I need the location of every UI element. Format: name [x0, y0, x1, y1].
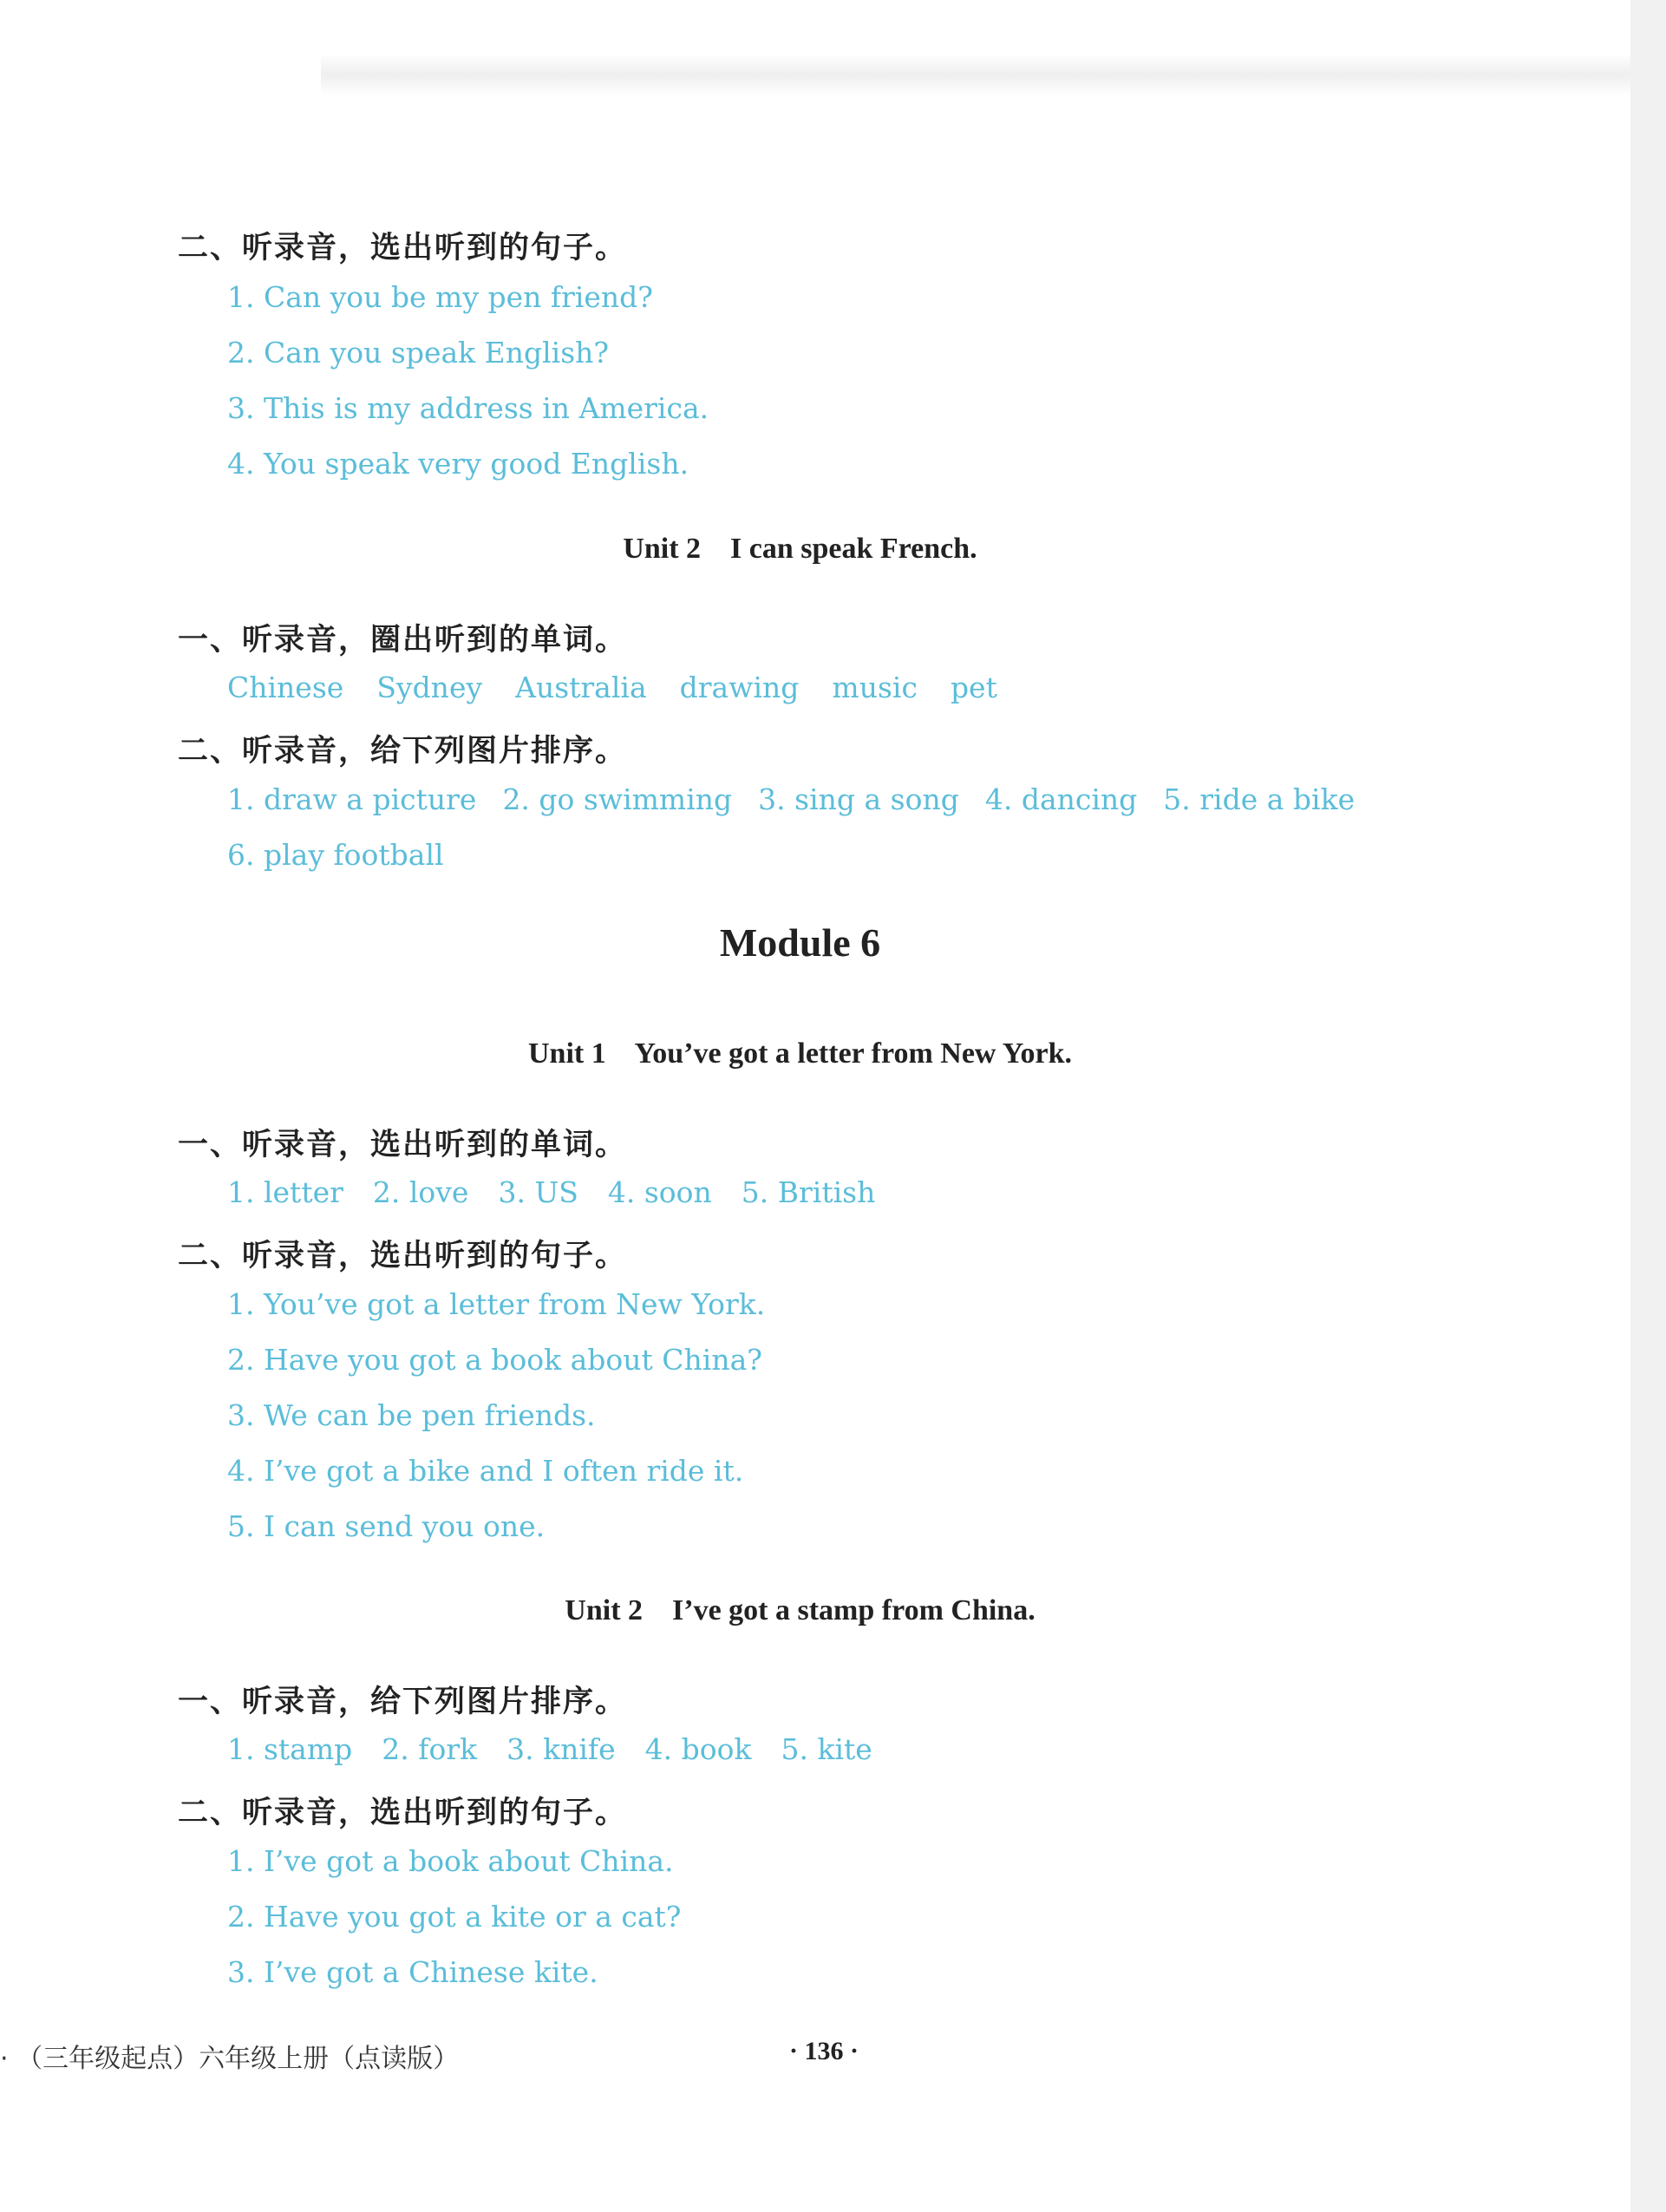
answer-line: 2. Can you speak English? — [227, 336, 610, 370]
answer-word: music — [832, 671, 918, 704]
answer-line: 3. We can be pen friends. — [227, 1398, 596, 1432]
answer-word: 3. knife — [506, 1732, 616, 1766]
answer-word: 5. British — [741, 1175, 876, 1209]
scan-artifact-band — [321, 54, 1630, 95]
answer-word: drawing — [679, 671, 800, 704]
answer-line: 1. Can you be my pen friend? — [227, 280, 654, 314]
question-heading: 一、听录音，选出听到的单词。 — [178, 1128, 628, 1162]
answer-line: 2. Have you got a book about China? — [227, 1343, 762, 1377]
unit-title: Unit 2 I’ve got a stamp from China. — [565, 1594, 1036, 1626]
question-heading: 二、听录音，选出听到的句子。 — [178, 231, 628, 265]
answer-line: 5. I can send you one. — [227, 1509, 546, 1543]
answer-word: 1. letter — [227, 1175, 343, 1209]
answer-word: 1. draw a picture — [227, 782, 477, 816]
answer-line: 4. I’ve got a bike and I often ride it. — [227, 1454, 744, 1488]
answer-line: 2. Have you got a kite or a cat? — [227, 1900, 682, 1934]
answer-line: 1. I’ve got a book about China. — [227, 1844, 674, 1878]
answer-word: 5. ride a bike — [1163, 782, 1356, 816]
answer-word: 1. stamp — [227, 1732, 353, 1766]
answer-word: 3. sing a song — [758, 782, 959, 816]
answer-line: 6. play football — [227, 838, 444, 872]
answer-line: 4. You speak very good English. — [227, 447, 689, 481]
answer-word-row — [227, 1175, 875, 1209]
answer-line: 3. I’ve got a Chinese kite. — [227, 1955, 598, 1989]
answer-word-row — [227, 1732, 872, 1766]
answer-word: 2. fork — [382, 1732, 478, 1766]
answer-line: 1. You’ve got a letter from New York. — [227, 1287, 766, 1321]
question-heading: 二、听录音，选出听到的句子。 — [178, 1239, 628, 1273]
question-heading: 一、听录音，给下列图片排序。 — [178, 1685, 628, 1719]
answer-word: Chinese — [227, 671, 344, 704]
answer-word: 5. kite — [781, 1732, 872, 1766]
answer-word: pet — [950, 671, 997, 704]
answer-word: 4. book — [644, 1732, 752, 1766]
question-heading: 一、听录音，圈出听到的单词。 — [178, 623, 628, 658]
page-number: · 136 · — [788, 2037, 859, 2065]
answer-word: 2. go swimming — [502, 782, 733, 816]
answer-line: 3. This is my address in America. — [227, 391, 709, 425]
question-heading: 二、听录音，选出听到的句子。 — [178, 1796, 628, 1830]
unit-title: Unit 2 I can speak French. — [623, 533, 977, 565]
answer-word: 4. dancing — [984, 782, 1138, 816]
answer-word-row — [227, 671, 997, 704]
answer-word: 3. US — [498, 1175, 578, 1209]
page-edge-shadow — [1630, 0, 1666, 2212]
question-heading: 二、听录音，给下列图片排序。 — [178, 734, 628, 769]
answer-word: 2. love — [372, 1175, 469, 1209]
unit-title: Unit 1 You’ve got a letter from New York. — [528, 1037, 1072, 1070]
answer-word: 4. soon — [607, 1175, 712, 1209]
answer-word-row — [227, 782, 1355, 816]
module-title: Module 6 — [719, 920, 881, 965]
answer-word: Sydney — [376, 671, 483, 704]
answer-word: Australia — [515, 671, 647, 704]
book-edition-footer: · （三年级起点）六年级上册（点读版） — [0, 2044, 460, 2074]
